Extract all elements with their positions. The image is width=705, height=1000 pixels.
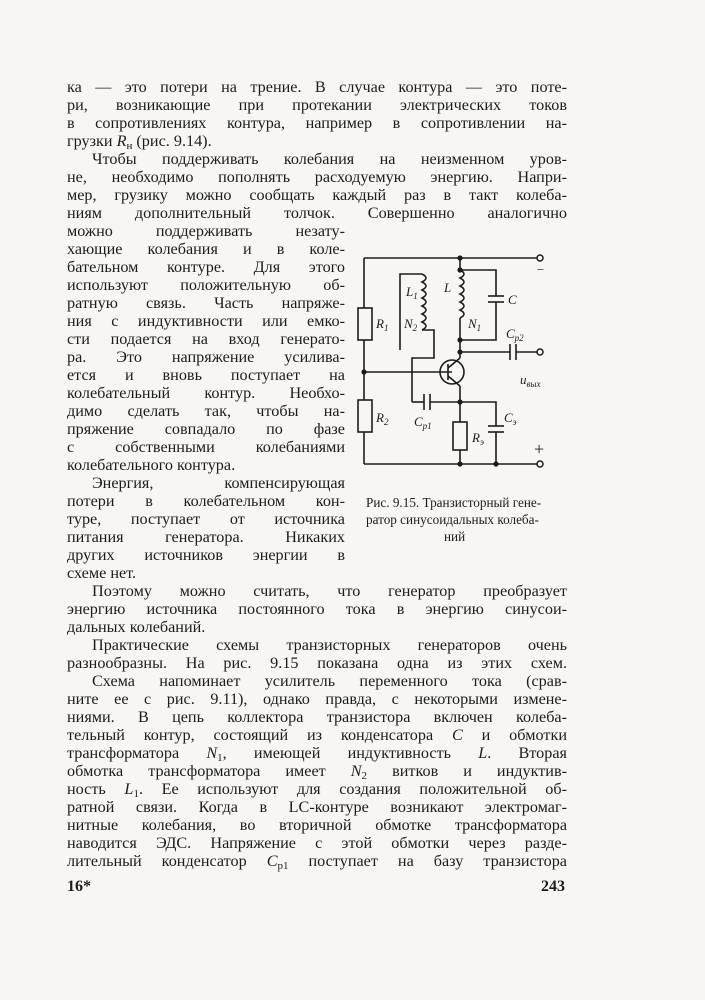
text-line: схеме нет. <box>67 564 137 582</box>
text-line: ния с индуктивности или емко- <box>67 312 345 330</box>
text-run: витков и индуктив- <box>367 762 567 780</box>
re-label: $R_э$ <box>472 430 484 447</box>
figure-caption-line: ратор синусоидальных колеба- <box>366 512 539 527</box>
ce-label: $C_э$ <box>504 410 517 427</box>
text-run: 2 <box>361 770 368 782</box>
text-line: туре, поступает от источника <box>67 510 345 528</box>
text-line: ри, возникающие при протекании электрических токов <box>67 96 567 114</box>
text-line <box>67 834 567 852</box>
text-run: N <box>206 744 218 762</box>
figure-caption-line: Рис. 9.15. Транзисторный гене- <box>366 495 542 510</box>
text-run: ность <box>67 780 125 798</box>
text-line: колебательный контур. Необхо- <box>67 384 345 402</box>
text-line: ниями. В цепь коллектора транзистора включен колеба- <box>67 708 567 726</box>
cp2-label: $C_{р2}$ <box>506 326 524 343</box>
text-line: питания генератора. Никаких <box>67 528 345 546</box>
text-line: ниям дополнительный толчок. Совершенно аналогично <box>67 204 567 222</box>
n1-label: $N_1$ <box>468 316 482 333</box>
text-line: Практические схемы транзисторных генераторов очень <box>92 636 567 654</box>
plus-label: + <box>534 439 545 459</box>
text-run: обмотка трансформатора имеет <box>67 762 351 780</box>
text-line: димо сделать так, чтобы на- <box>67 402 345 420</box>
text-run: L <box>478 744 488 762</box>
text-line: Чтобы поддерживать колебания на неизменном уров- <box>92 150 567 168</box>
text-run: N <box>350 762 362 780</box>
text-run: тельный контур, состоящий из конденсатора <box>67 726 452 744</box>
text-line: сти подается на вход генерато- <box>67 330 345 348</box>
text-line: не, необходимо пополнять расходуемую энергию. Напри- <box>67 168 567 186</box>
text-line <box>67 798 567 816</box>
text-line: грузки $R_н$ (рис. 9.14). <box>67 132 212 152</box>
text-line: Схема напоминает усилитель переменного тока (срав- <box>92 672 567 690</box>
text-run: . Ее используют для создания положительной об- <box>138 780 568 798</box>
text-line: Энергия, компенсирующая <box>92 474 345 492</box>
text-line: хающие колебания и в коле- <box>67 240 345 258</box>
c-label: C <box>508 292 517 307</box>
text-run: C <box>451 726 463 744</box>
cp1-label: $C_{р1}$ <box>414 414 432 431</box>
l-label: L <box>444 280 452 295</box>
page-number: 243 <box>541 878 565 895</box>
uout-label: $u_{вых}$ <box>520 372 541 389</box>
text-run: 1 <box>217 752 223 764</box>
text-line: ра. Это напряжение усилива- <box>67 348 345 366</box>
text-line: мер, грузику можно сообщать каждый раз в такт колеба- <box>67 186 567 204</box>
text-line: колебательного контура. <box>67 456 236 474</box>
l1-label: $L_1$ <box>406 284 418 301</box>
text-run: ратной связи. Когда в LC-контуре возникают электромаг- <box>67 798 567 816</box>
text-line: в сопротивлениях контура, например в сопротивлении на- <box>67 114 567 132</box>
text-line: используют положительную об- <box>67 276 345 294</box>
text-line: разнообразны. На рис. 9.15 показана одна из этих схем. <box>67 654 567 672</box>
n2-label: $N_2$ <box>404 316 418 333</box>
text-run: трансформатора <box>67 744 207 762</box>
text-line <box>67 852 567 875</box>
text-run: C <box>266 852 278 870</box>
text-line: пряжение совпадало по фазе <box>67 420 345 438</box>
text-line: ратную связь. Часть напряже- <box>67 294 345 312</box>
text-line: ка — это потери на трение. В случае контура — это поте- <box>67 78 567 96</box>
figure-caption-line: ний <box>444 529 466 544</box>
text-line: с собственными колебаниями <box>67 438 345 456</box>
text-run: . Вторая <box>487 744 567 762</box>
text-line: дальных колебаний. <box>67 618 206 636</box>
text-line: ется и вновь поступает на <box>67 366 345 384</box>
text-run: и обмотки <box>462 726 567 744</box>
text-run: поступает на базу транзистора <box>288 852 567 870</box>
text-line: ните ее с рис. 9.11), однако правда, с некоторыми измене- <box>67 690 567 708</box>
text-run: наводится ЭДС. Напряжение с этой обмотки через разде- <box>67 834 567 852</box>
r2-label: $R_2$ <box>376 410 389 427</box>
text-line: Поэтому можно считать, что генератор преобразует <box>92 582 567 600</box>
signature-mark: 16* <box>67 878 91 895</box>
r1-label: $R_1$ <box>376 316 389 333</box>
text-line: можно поддерживать незату- <box>67 222 345 240</box>
text-line: других источников энергии в <box>67 546 345 564</box>
text-run: , имеющей индуктивность <box>222 744 479 762</box>
text-run: 1 <box>133 788 139 800</box>
text-run: L <box>124 780 134 798</box>
text-line: бательном контуре. Для этого <box>67 258 345 276</box>
text-run: р1 <box>277 860 289 872</box>
text-run: нитные колебания, во вторичной обмотке трансформатора <box>67 816 567 834</box>
text-run: лительный конденсатор <box>67 852 267 870</box>
text-line <box>67 816 567 834</box>
text-line: потери в колебательном кон- <box>67 492 345 510</box>
text-line: энергию источника постоянного тока в энергию синусои- <box>67 600 567 618</box>
minus-label: − <box>536 262 545 277</box>
text-line <box>67 726 567 744</box>
